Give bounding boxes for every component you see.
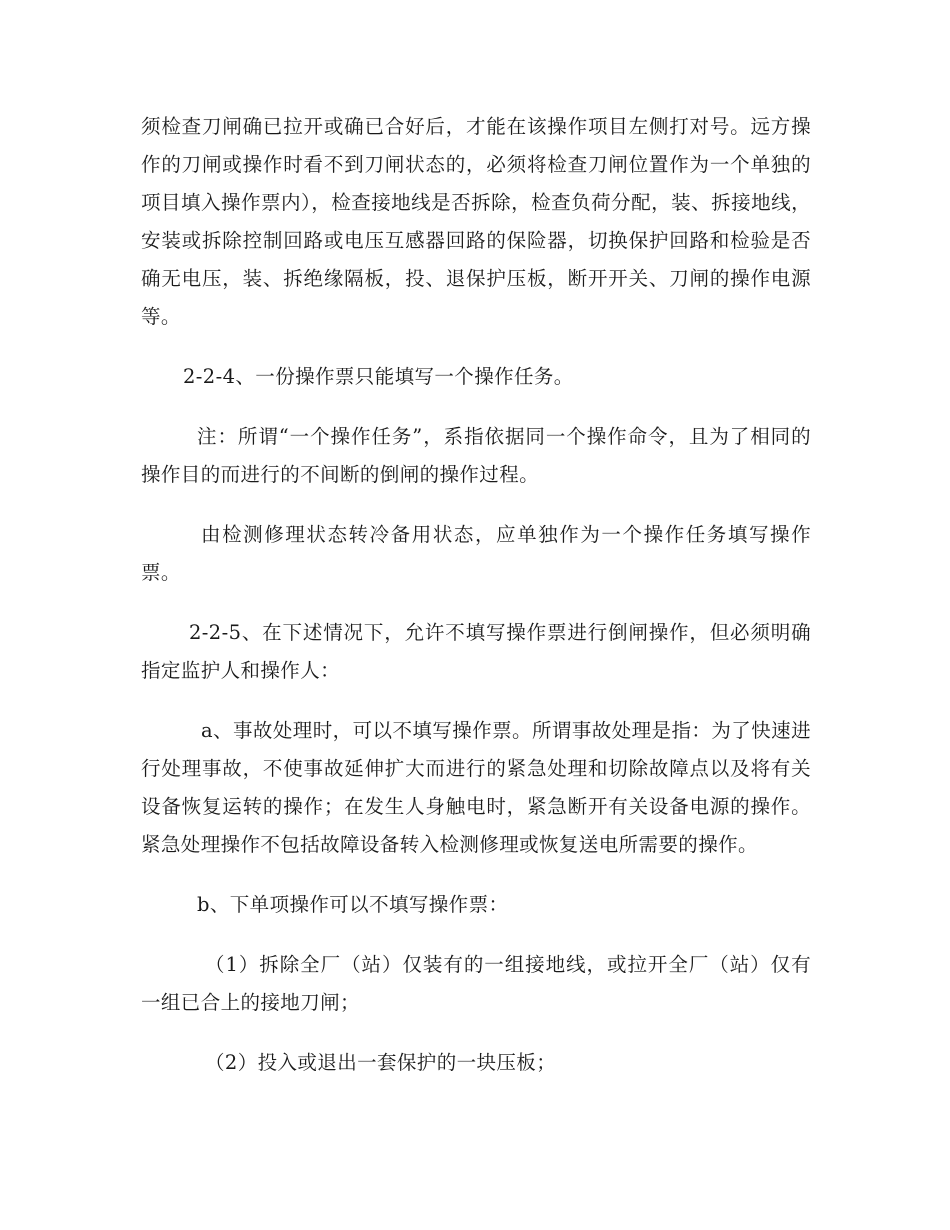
paragraph-note-operation-task: 注：所谓“一个操作任务”，系指依据同一个操作命令，且为了相同的操作目的而进行的不间断的倒闸的操作过程。: [141, 425, 811, 486]
document-body: [141, 108, 811, 1104]
paragraph-sub-item-1: （1）拆除全厂（站）仅装有的一组接地线，或拉开全厂（站）仅有一组已合上的接地刀闸；: [141, 953, 811, 1014]
paragraph-2-2-5: 2-2-5、在下述情况下，允许不填写操作票进行倒闸操作，但必须明确指定监护人和操作人：: [141, 621, 811, 682]
paragraph-cold-standby: 由检测修理状态转冷备用状态，应单独作为一个操作任务填写操作票。: [141, 523, 811, 584]
paragraph-operation-checks: 须检查刀闸确已拉开或确已合好后，才能在该操作项目左侧打对号。远方操作的刀闸或操作时看不到刀闸状态的，必须将检查刀闸位置作为一个单独的项目填入操作票内），检查接地线是否拆除，检查负荷分配，装、拆接地线，安装或拆除控制回路或电压互感器回路的保险器，切换保护回路和检验是否确无电压，装、拆绝缘隔板，投、退保护压板，断开开关、刀闸的操作电源等。: [141, 115, 811, 328]
paragraph-item-b: b、下单项操作可以不填写操作票：: [197, 893, 509, 916]
paragraph-item-a: a、事故处理时，可以不填写操作票。所谓事故处理是指：为了快速进行处理事故，不使事故延伸扩大而进行的紧急处理和切除故障点以及将有关设备恢复运转的操作；在发生人身触电时，紧急断开有关设备电源的操作。紧急处理操作不包括故障设备转入检测修理或恢复送电所需要的操作。: [141, 719, 811, 856]
paragraph-2-2-4: 2-2-4、一份操作票只能填写一个操作任务。: [183, 365, 574, 388]
paragraph-sub-item-2: （2）投入或退出一套保护的一块压板；: [205, 1051, 557, 1074]
